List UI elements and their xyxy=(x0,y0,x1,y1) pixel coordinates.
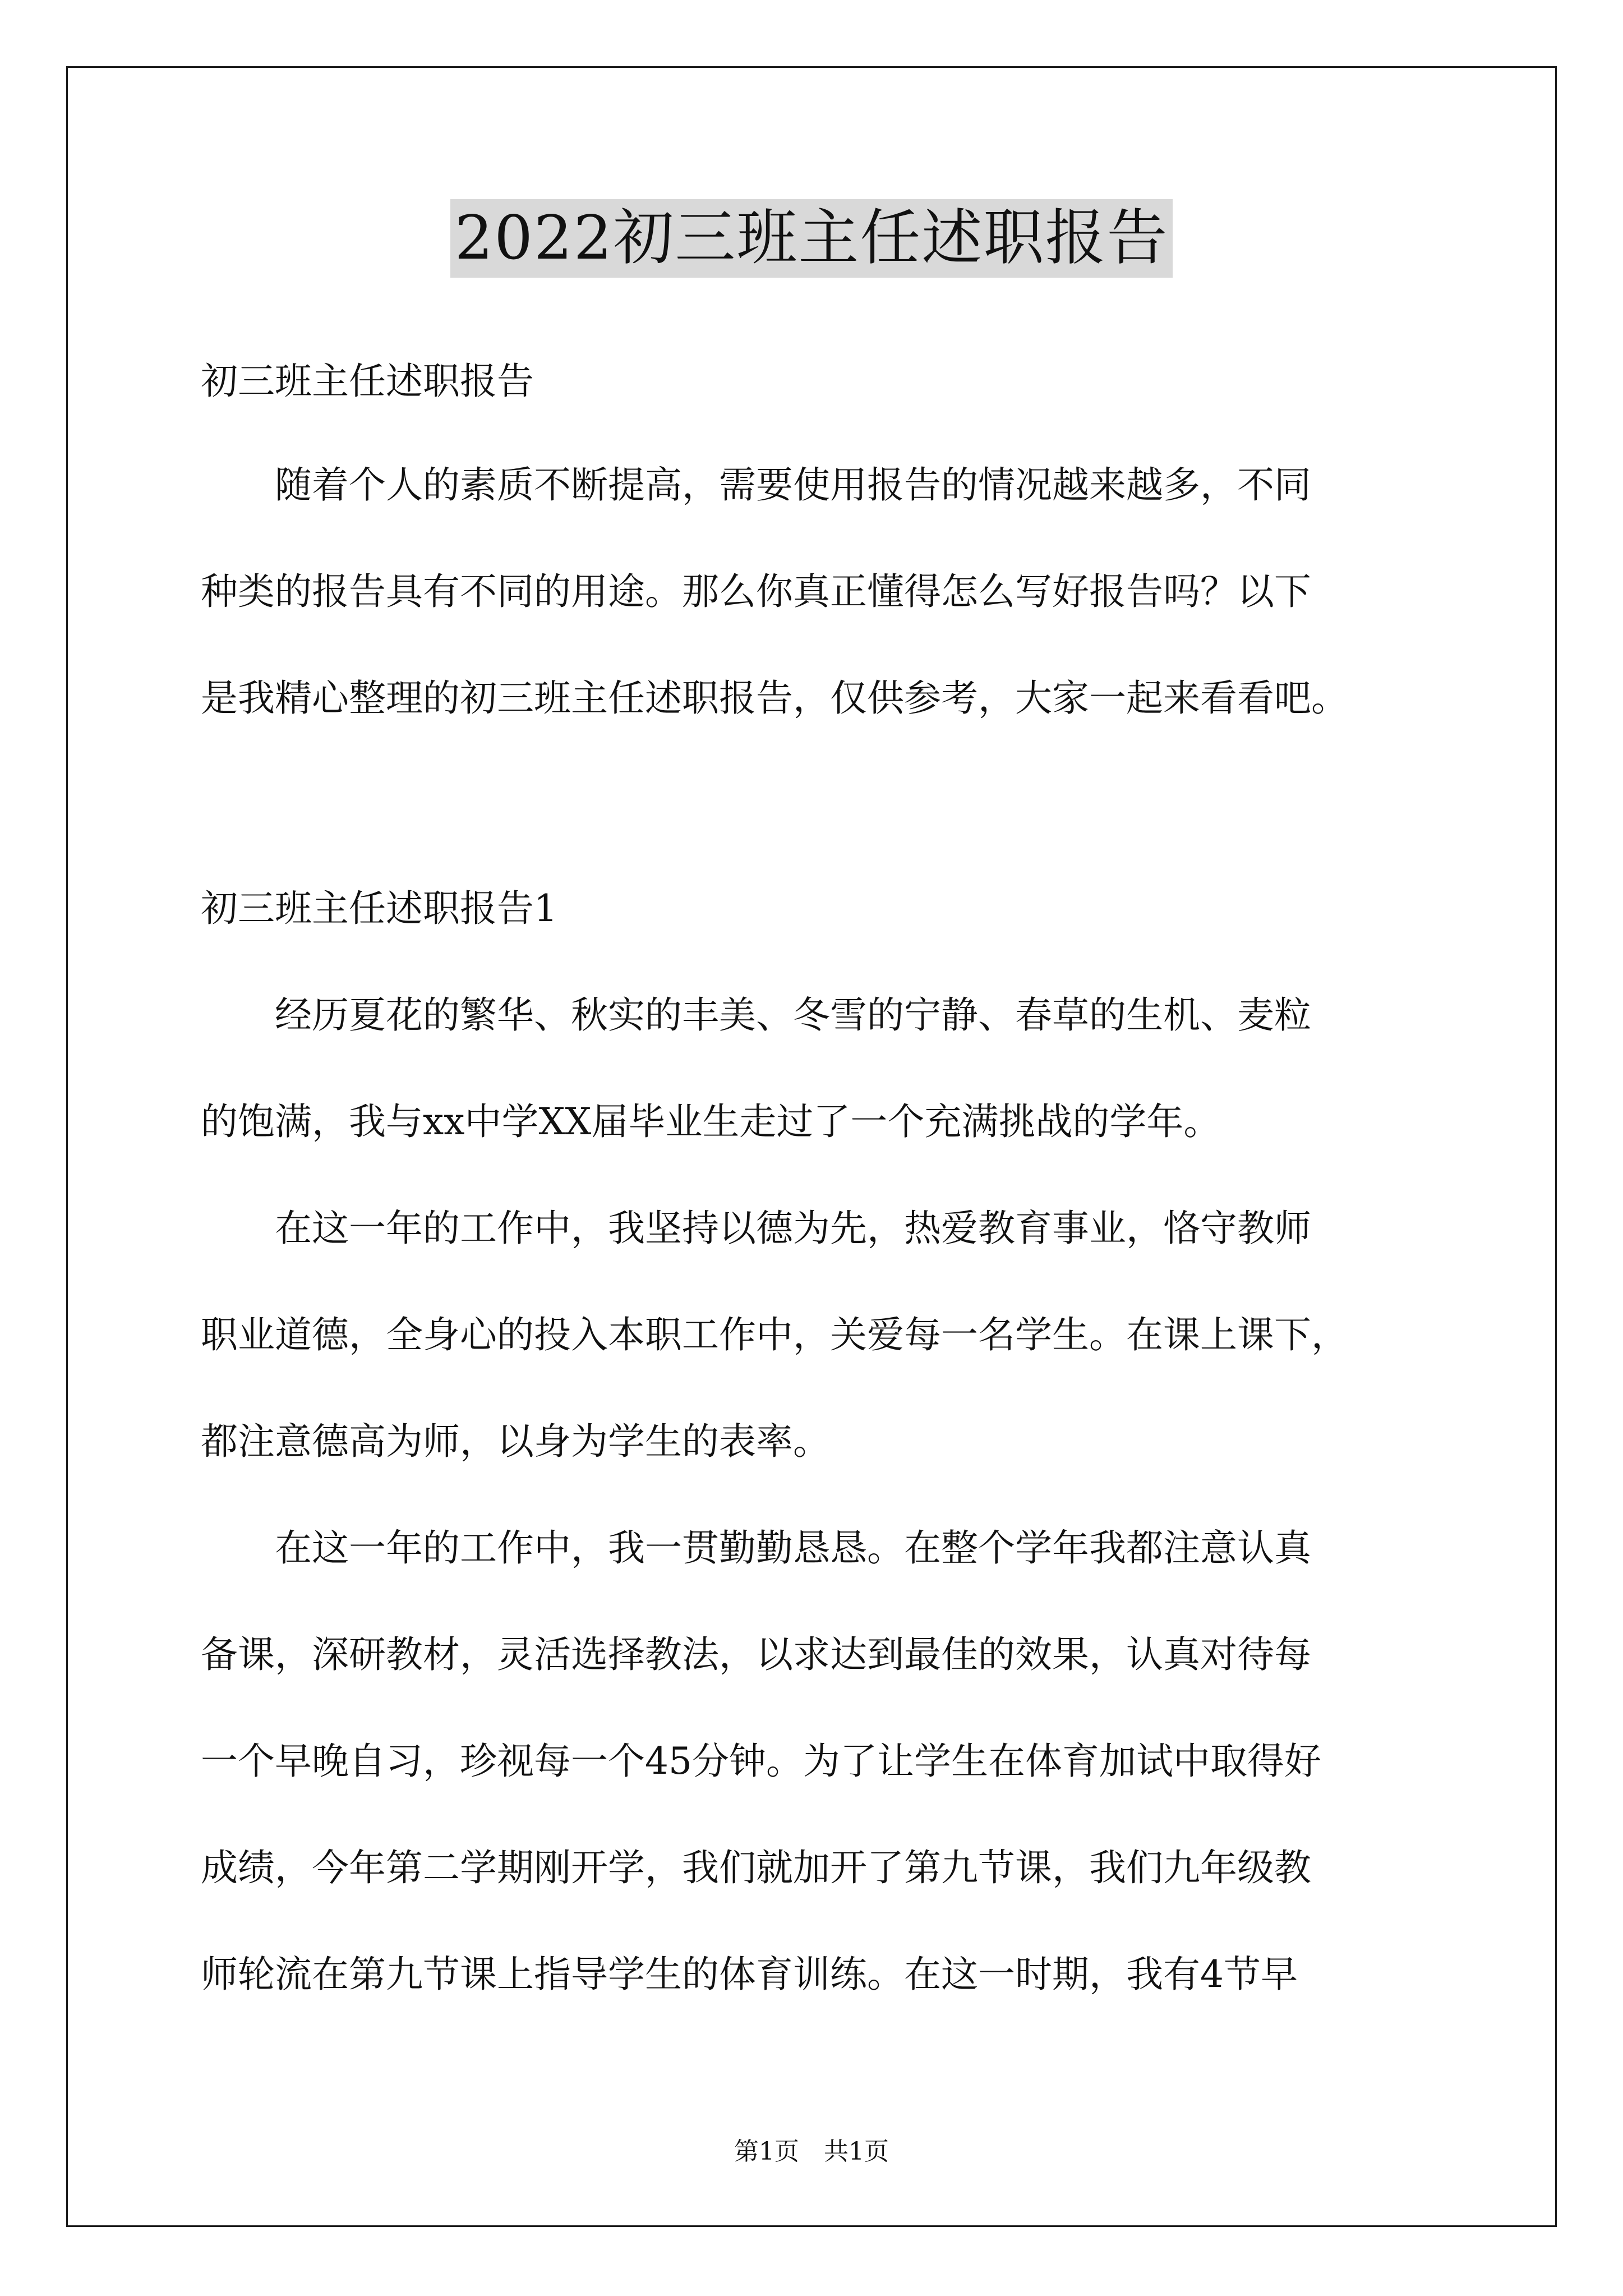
paragraph-line: 在这一年的工作中，我坚持以德为先，热爱教育事业，恪守教师 xyxy=(201,1207,1311,1250)
paragraph-line: 的饱满，我与xx中学XX届毕业生走过了一个充满挑战的学年。 xyxy=(201,1100,1221,1143)
paragraph-line: 职业道德，全身心的投入本职工作中，关爱每一名学生。在课上课下， xyxy=(201,1313,1348,1356)
paragraph-line: 随着个人的素质不断提高，需要使用报告的情况越来越多，不同 xyxy=(201,463,1311,507)
page-footer: 第1页 共1页 xyxy=(734,2137,889,2166)
paragraph-line: 在这一年的工作中，我一贯勤勤恳恳。在整个学年我都注意认真 xyxy=(201,1526,1311,1570)
paragraph-line: 备课，深研教材，灵活选择教法，以求达到最佳的效果，认真对待每 xyxy=(201,1633,1311,1676)
section-heading: 初三班主任述职报告1 xyxy=(201,887,557,930)
subheading: 初三班主任述职报告 xyxy=(201,360,534,403)
paragraph-line: 一个早晚自习，珍视每一个45分钟。为了让学生在体育加试中取得好 xyxy=(201,1740,1321,1783)
paragraph-line: 是我精心整理的初三班主任述职报告，仅供参考，大家一起来看看吧。 xyxy=(201,677,1348,720)
paragraph-line: 成绩，今年第二学期刚开学，我们就加开了第九节课，我们九年级教 xyxy=(201,1846,1311,1889)
paragraph-line: 经历夏花的繁华、秋实的丰美、冬雪的宁静、春草的生机、麦粒 xyxy=(201,993,1311,1037)
document-title: 2022初三班主任述职报告 xyxy=(450,199,1173,278)
paragraph-line: 师轮流在第九节课上指导学生的体育训练。在这一时期，我有4节早 xyxy=(201,1953,1298,1996)
paragraph-line: 都注意德高为师，以身为学生的表率。 xyxy=(201,1420,830,1463)
paragraph-line: 种类的报告具有不同的用途。那么你真正懂得怎么写好报告吗？以下 xyxy=(201,570,1311,613)
